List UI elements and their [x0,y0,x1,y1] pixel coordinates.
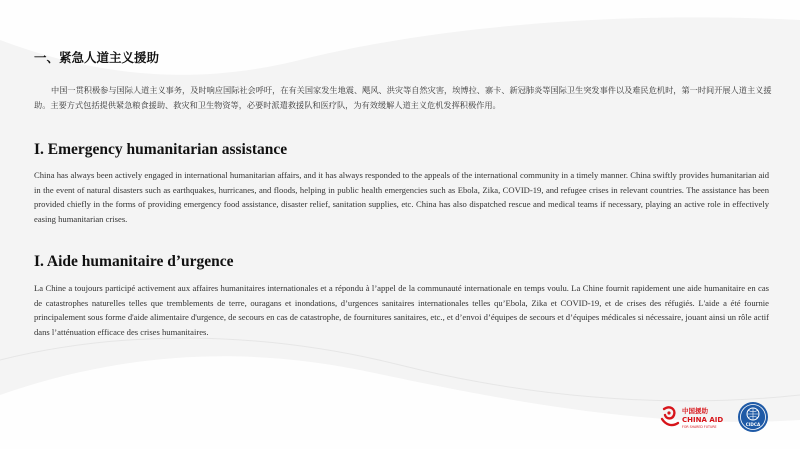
section-body-chinese: 中国一贯积极参与国际人道主义事务，及时响应国际社会呼吁，在有关国家发生地震、飓风、洪灾等自然灾害，埃博拉、寨卡、新冠肺炎等国际卫生突发事件以及难民危机时，第一时间开展人道主义援助。主要方式包括提供紧急粮食援助、救灾和卫生物资等，必要时派遣救援队和医疗队，为有效缓解人道主义危机发挥积极作用。 [34,85,772,110]
china-aid-logo [660,403,730,433]
section-title-english: I. Emergency humanitarian assistance [34,141,288,158]
cidca-logo [737,401,769,433]
section-title-chinese: 一、紧急人道主义援助 [34,50,160,65]
china-aid-zh-text: 中国援助 [682,407,708,415]
cidca-text: CIDCA [745,422,761,427]
china-aid-emblem-icon [662,407,678,425]
section-title-french: I. Aide humanitaire d’urgence [34,253,234,270]
section-body-english: China has always been actively engaged in international humanitarian affairs, and it has always responded to the appeals of the international community in a timely manner. China swiftly provides humanitarian aid in the event of natural disasters such as earthquakes, hurricanes, and floods, helping in public health emergencies such as Ebola, Zika, COVID-19, and refugee crises in relevant countries. The assistance has been provided chiefly in the forms of providing emergency food assistance, disaster relief, sanitation supplies, etc. China has also dispatched rescue and medical teams if necessary, playing an active role in effectively easing humanitarian crises. [34,170,769,225]
section-body-french: La Chine a toujours participé activement aux affaires humanitaires internationales et a répondu à l’appel de la communauté internationale en temps voulu. La Chine fournit rapidement une aide humanitaire en cas de catastrophes naturelles telles que tremblements de terre, ouragans et inondations, d’urgences sanitaires internationales telles qu’Ebola, Zika et COVID-19, et de crises des réfugiés. L'aide a été fournie principalement sous forme d'aide alimentaire d'urgence, de secours en cas de catastrophe, de fournitures sanitaires, etc., et d’envoi d’équipes de secours et d’équipes médicales si nécessaire, jouant ainsi un rôle actif dans l’atténuation efficace des crises humanitaires. [34,283,769,338]
china-aid-en-text: CHINA AID [682,416,724,424]
china-aid-tagline: FOR SHARED FUTURE [682,425,717,429]
